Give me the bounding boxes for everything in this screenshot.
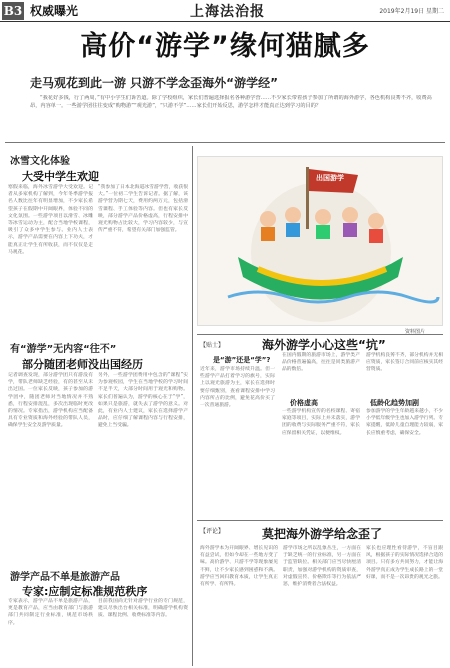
section-title-3: 专家:应制定标准规范秩序 [22, 585, 148, 598]
section-kicker-3: 游学产品不单是旅游产品 [10, 572, 120, 583]
section-kicker-2: 有“游学”无内容“往不” [10, 344, 117, 355]
issue-date: 2019年2月19日 星期二 [379, 8, 444, 15]
illustration-figure [197, 156, 443, 326]
box-tag: 【贴士】 [200, 342, 225, 349]
comment-text-col-1: 海外游学本为开阔眼界、增长见识的有益尝试，但如今却在一些地方变了味。高价游学、只游不学等现象屡见不鲜，让不少家长感到困惑和不满。游学应当回归教育本质，让学生真正有所学、有所得。 [200, 546, 278, 588]
article-text-col-2b: 另外，一些游学团费用中包含的“课程”实为参观校园，学生在当地学校的学习时间不足半天，大部分时间用于观光和购物。家长们普遍认为，游学的核心在于“学”，如果只是旅游，就失去了游学的意义。对此，有业内人士建议，家长在选择游学产品时，应仔细了解课程内容与行程安排，避免上当受骗。 [98, 373, 188, 429]
article-text-col-3b: 目前我国尚无针对游学行业的专门规范，建议尽快出台相关标准，明确游学机构资质、课程比例、收费标准等内容。 [98, 599, 188, 619]
article-text-col-3a: 专家表示，游学产品不单是旅游产品，更是教育产品，应当由教育部门与旅游部门共同制定行业标准，规范市场秩序。 [8, 599, 93, 626]
section-title-1: 大受中学生欢迎 [22, 170, 99, 183]
column-name: 权威曝光 [30, 4, 79, 18]
column-divider [192, 146, 193, 666]
box-text-col-3a: 游学机构良莠不齐，部分机构并无相应资质，家长签订合同前应核实其经营资质。 [366, 353, 443, 373]
box-subtitle-2: 价格虚高 [290, 399, 318, 407]
box-title: 海外游学小心这些“坑” [262, 338, 386, 352]
flag-text: 出国游学 [316, 174, 344, 182]
comment-tag: 【评论】 [200, 528, 225, 535]
divider-comment-top [197, 520, 443, 521]
lead-paragraph: “我花好多钱，行了两周，”有中小学生们诉苦道。除了学校组织，家长们普遍选择报名各种游学营……不少家长带着孩子参加了所谓的海外游学，各色机构良莠不齐，收费高昂，内容单一。一些游学团往往变成“购物游”“观光游”，“只游不学”……家长们开始反思，游学怎样才能真正达到学习的目的？ [30, 95, 432, 109]
section-kicker-1: 冰雪文化体验 [10, 156, 70, 167]
divider-box-top [197, 334, 443, 335]
box-text-col-1: 近年来，游学市场持续升温。但一些游学产品打着学习的旗号，实际上以观光旅游为主，家长在选择时要仔细甄别，查看课程安排中学习内容所占的比例，避免花高价买了一次普通旅游。 [200, 367, 275, 409]
page-number-badge: B3 [3, 3, 23, 18]
box-text-col-3b: 参加游学的学生年龄越来越小，不少小学低年级学生也加入游学行列。专家提醒，低龄儿童自理能力较弱，家长应慎重考虑，确保安全。 [366, 409, 443, 436]
flag-pole [306, 167, 309, 229]
masthead: 上海法治报 [190, 4, 265, 20]
divider-top [5, 142, 445, 143]
article-text-col-1b: “我参加了日本北海道冰雪游学营，收获很大。”一位初二学生告诉记者。据了解，该游学营为期七天，费用约两万元，包括滑雪课程、手工体验等内容。但也有家长反映，部分游学产品价格虚高，行程安排中观光购物占比较大，学习内容较少，与宣传严重不符，希望有关部门加强监管。 [98, 185, 188, 234]
article-text-col-2a: 记者调查发现，部分游学团只有游没有学，带队老师缺乏经验，有的甚至从未出过国。一位家长反映，孩子参加的游学团中，随团老师对当地情况并不熟悉，行程安排混乱，多次出现临时更改的情况。专家指出，游学机构应当配备具有专业资质和海外经验的带队人员，确保学生安全及游学质量。 [8, 373, 93, 429]
box-subtitle-1: 是“游”还是“学”? [213, 356, 271, 364]
sub-headline: 走马观花到此一游 只游不学念歪海外“游学经” [30, 76, 278, 90]
main-headline: 高价“游学”缘何猫腻多 [80, 31, 370, 62]
comment-title: 莫把海外游学给念歪了 [262, 527, 383, 541]
box-text-col-2b: 一些游学机构宣传的名校课程、寄宿家庭等项目，实际上并未落实，游学团的收费与实际服务严重不符，家长应保留相关凭证，以便维权。 [282, 409, 360, 436]
photo-credit: 资料图片 [405, 329, 426, 335]
box-text-col-2a: 在国内假期的旅游市场上，游学类产品价格普遍偏高，往往是同类旅游产品的数倍。 [282, 353, 360, 373]
comment-text-col-3: 家长也应理性看待游学，不盲目跟风，根据孩子的实际情况选择合适的项目。只有多方共同努力，才能让海外游学真正成为学生成长路上的一堂好课，而不是一次昂贵的观光之旅。 [366, 546, 443, 580]
comment-text-col-2: 游学市场之所以乱象丛生，一方面在于缺乏统一的行业标准，另一方面在于监管缺位。相关部门应当尽快厘清职责，加强对游学机构的资质审查，对虚假宣传、价格欺诈等行为依法严惩，维护消费者合法权益。 [283, 546, 361, 588]
section-title-2: 部分随团老师没出国经历 [22, 358, 143, 371]
box-subtitle-3: 低龄化趋势加剧 [370, 399, 419, 407]
article-text-col-1a: 寒假来临，海外冰雪游学大受欢迎。记者从多家机构了解到，今年冬季游学报名人数比往年有明显增加，不少家长希望孩子在假期中开阔眼界，体验不同的文化氛围。一些游学项目以滑雪、冰雕等冰雪运动为主，配合当地学校课程，吸引了众多中学生参与。业内人士表示，游学产品需要在内容上下功夫，才能真正让学生有所收获，而不仅仅是走马观花。 [8, 185, 93, 255]
